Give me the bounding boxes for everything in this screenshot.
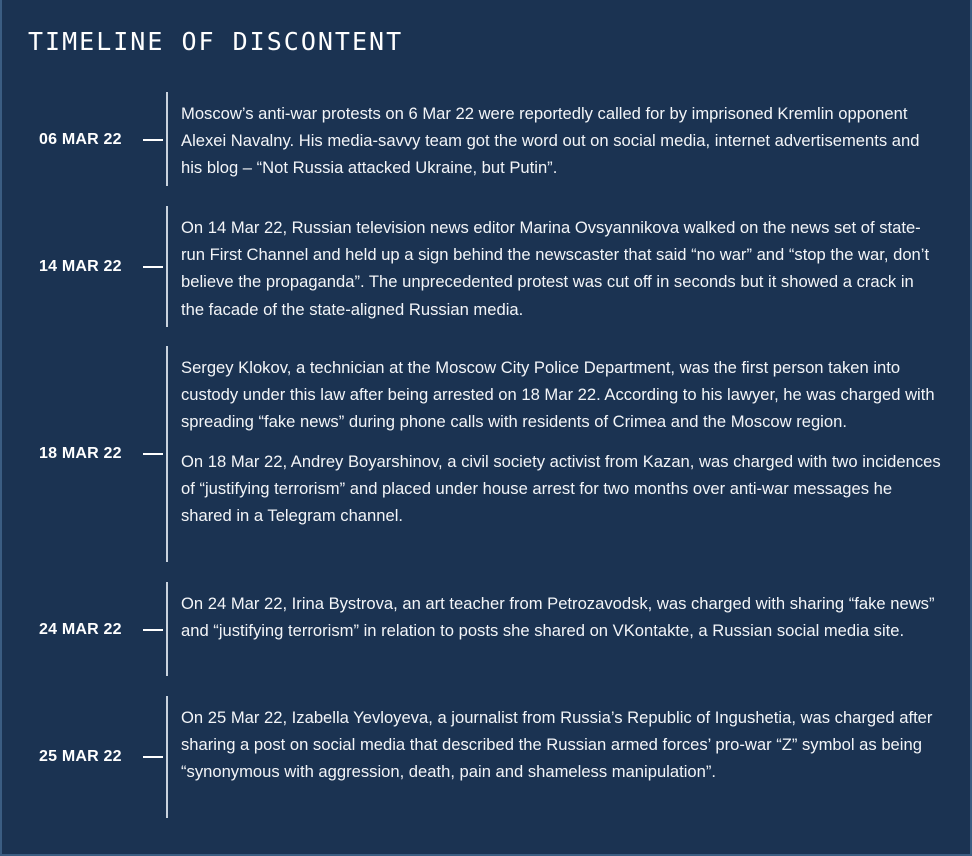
entry-date: 25 MAR 22 — [39, 748, 122, 765]
timeline-connector — [143, 266, 163, 268]
timeline-connector — [143, 629, 163, 631]
timeline-bar — [166, 696, 168, 818]
timeline-connector — [143, 756, 163, 758]
timeline-entry — [0, 92, 972, 186]
timeline-bar — [166, 206, 168, 327]
timeline-entry — [0, 696, 972, 818]
entry-text — [181, 590, 941, 656]
entry-date: 06 MAR 22 — [39, 131, 122, 148]
timeline-bar — [166, 582, 168, 676]
timeline-connector — [143, 453, 163, 455]
entry-paragraph: Moscow’s anti-war protests on 6 Mar 22 were reportedly called for by imprisoned Kremlin opponent Alexei Navalny. His media-savvy team got the word out on social media, internet advertisements and his blog – “Not Russia attacked Ukraine, but Putin”. — [181, 104, 920, 178]
entry-paragraph: Sergey Klokov, a technician at the Moscow City Police Department, was the first person taken into custody under this law after being arrested on 18 Mar 22. According to his lawyer, he was charged with spreading “fake news” during phone calls with residents of Crimea and the Moscow region. — [181, 358, 935, 432]
entry-text — [181, 100, 941, 194]
entry-text — [181, 704, 941, 798]
timeline-entry — [0, 206, 972, 327]
entry-paragraph: On 25 Mar 22, Izabella Yevloyeva, a journalist from Russia’s Republic of Ingushetia, was charged after sharing a post on social media that described the Russian armed forces’ pro-war “Z” symbol as being “synonymous with aggression, death, pain and shameless manipulation”. — [181, 708, 933, 782]
timeline-entry — [0, 582, 972, 676]
timeline-bar — [166, 92, 168, 186]
entry-paragraph: On 14 Mar 22, Russian television news editor Marina Ovsyannikova walked on the news set of state-run First Channel and held up a sign behind the newscaster that said “no war” and “stop the war, don’t believe the propaganda”. The unprecedented protest was cut off in seconds but it showed a crack in the facade of the state-aligned Russian media. — [181, 218, 930, 319]
entry-date: 24 MAR 22 — [39, 621, 122, 638]
entry-date: 14 MAR 22 — [39, 258, 122, 275]
timeline-connector — [143, 139, 163, 141]
page-title: TIMELINE OF DISCONTENT — [28, 27, 404, 56]
timeline-entry — [0, 346, 972, 562]
entry-date: 18 MAR 22 — [39, 445, 122, 462]
timeline-bar — [166, 346, 168, 562]
entry-paragraph: On 24 Mar 22, Irina Bystrova, an art teacher from Petrozavodsk, was charged with sharing “fake news” and “justifying terrorism” in relation to posts she shared on VKontakte, a Russian social media site. — [181, 594, 935, 641]
entry-text — [181, 354, 941, 541]
entry-text — [181, 214, 941, 335]
entry-paragraph: On 18 Mar 22, Andrey Boyarshinov, a civil society activist from Kazan, was charged with two incidences of “justifying terrorism” and placed under house arrest for two months over anti-war messages he shared in a Telegram channel. — [181, 451, 941, 526]
